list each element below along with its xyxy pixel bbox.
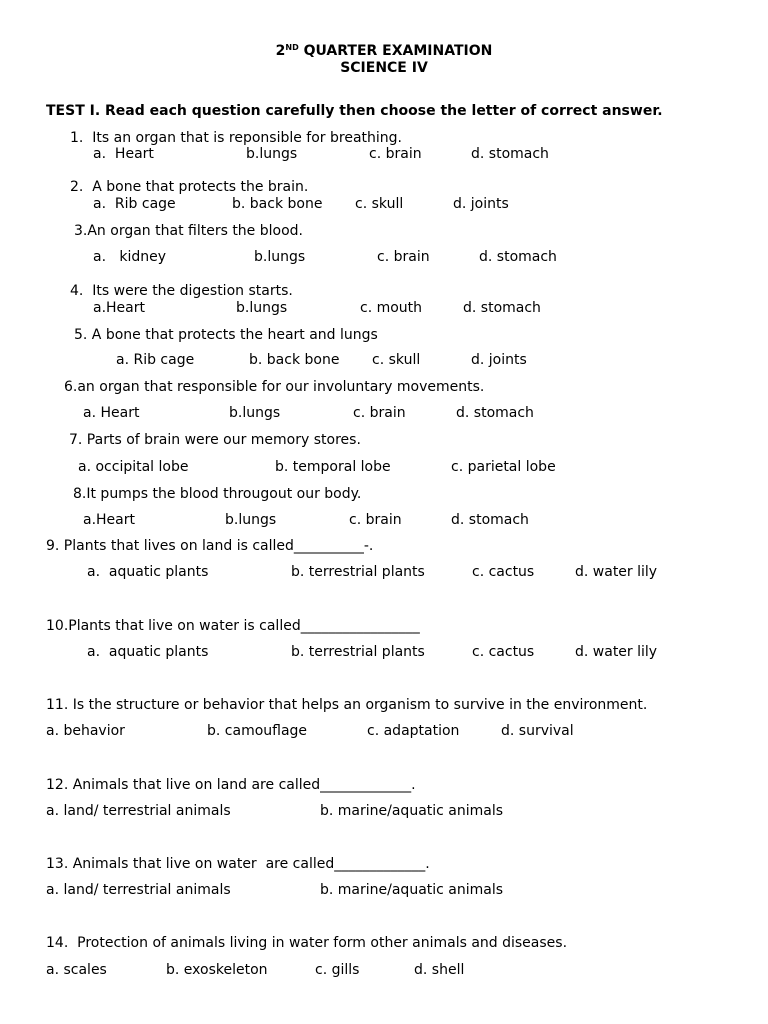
- choice: b. back bone: [232, 196, 323, 212]
- choice: b. temporal lobe: [275, 459, 391, 475]
- choice: d. stomach: [471, 146, 549, 162]
- choice: b.lungs: [225, 512, 277, 528]
- choice: a. Rib cage: [93, 196, 176, 212]
- question-stem: 5. A bone that protects the heart and lungs: [74, 327, 378, 343]
- choice: a. aquatic plants: [87, 644, 209, 660]
- choice: c. brain: [369, 146, 422, 162]
- choice: c. cactus: [472, 564, 535, 580]
- question-stem: 3.An organ that filters the blood.: [74, 223, 303, 239]
- choice: a. kidney: [93, 249, 167, 265]
- choice: a.Heart: [83, 512, 135, 528]
- choice: d. joints: [471, 352, 527, 368]
- choice: a.Heart: [93, 300, 145, 316]
- question-stem: 2. A bone that protects the brain.: [70, 179, 309, 195]
- choice: b. terrestrial plants: [291, 564, 425, 580]
- choice: b. marine/aquatic animals: [320, 803, 504, 819]
- choice: b. camouflage: [207, 723, 308, 739]
- choice: b. terrestrial plants: [291, 644, 425, 660]
- choice: a. land/ terrestrial animals: [46, 882, 231, 898]
- choice: a. behavior: [46, 723, 125, 739]
- title-superscript: ND: [285, 43, 299, 52]
- choice: b.lungs: [246, 146, 298, 162]
- choice: d. water lily: [575, 564, 658, 580]
- choice: c. gills: [315, 962, 360, 978]
- choice: d. water lily: [575, 644, 658, 660]
- choice: b. marine/aquatic animals: [320, 882, 504, 898]
- question-stem: 1. Its an organ that is reponsible for breathing.: [70, 130, 403, 146]
- choice: c. cactus: [472, 644, 535, 660]
- choice: c. brain: [353, 405, 406, 421]
- test-instructions: TEST I. Read each question carefully then choose the letter of correct answer.: [46, 103, 663, 119]
- question-stem: 4. Its were the digestion starts.: [70, 283, 293, 299]
- exam-subject: SCIENCE IV: [340, 60, 428, 76]
- choice: d. stomach: [463, 300, 541, 316]
- exam-title: 2ND QUARTER EXAMINATION: [275, 43, 493, 59]
- choice: d. survival: [501, 723, 574, 739]
- choice: c. skull: [355, 196, 404, 212]
- choice: c. skull: [372, 352, 421, 368]
- choice: d. joints: [453, 196, 509, 212]
- choice: a. Rib cage: [116, 352, 195, 368]
- choice: a. Heart: [83, 405, 140, 421]
- choice: a. aquatic plants: [87, 564, 209, 580]
- choice: b. exoskeleton: [166, 962, 268, 978]
- question-stem: 6.an organ that responsible for our involuntary movements.: [64, 379, 485, 395]
- choice: c. brain: [377, 249, 430, 265]
- choice: b.lungs: [229, 405, 281, 421]
- choice: a. occipital lobe: [78, 459, 189, 475]
- choice: c. brain: [349, 512, 402, 528]
- choice: c. adaptation: [367, 723, 460, 739]
- question-stem: 10.Plants that live on water is called_________________: [46, 618, 420, 634]
- choice: d. shell: [414, 962, 465, 978]
- choice: a. Heart: [93, 146, 154, 162]
- choice: c. mouth: [360, 300, 423, 316]
- choice: d. stomach: [456, 405, 534, 421]
- question-stem: 9. Plants that lives on land is called__________-.: [46, 538, 374, 554]
- question-stem: 13. Animals that live on water are called_____________.: [46, 856, 430, 872]
- choice: d. stomach: [451, 512, 529, 528]
- question-stem: 8.It pumps the blood througout our body.: [73, 486, 362, 502]
- question-stem: 7. Parts of brain were our memory stores.: [69, 432, 361, 448]
- choice: b.lungs: [254, 249, 306, 265]
- question-stem: 12. Animals that live on land are called_____________.: [46, 777, 416, 793]
- choice: c. parietal lobe: [451, 459, 556, 475]
- choice: a. scales: [46, 962, 107, 978]
- choice: d. stomach: [479, 249, 557, 265]
- choice: a. land/ terrestrial animals: [46, 803, 231, 819]
- question-stem: 14. Protection of animals living in water form other animals and diseases.: [46, 935, 568, 951]
- choice: b.lungs: [236, 300, 288, 316]
- choice: b. back bone: [249, 352, 340, 368]
- question-stem: 11. Is the structure or behavior that helps an organism to survive in the environment.: [46, 697, 648, 713]
